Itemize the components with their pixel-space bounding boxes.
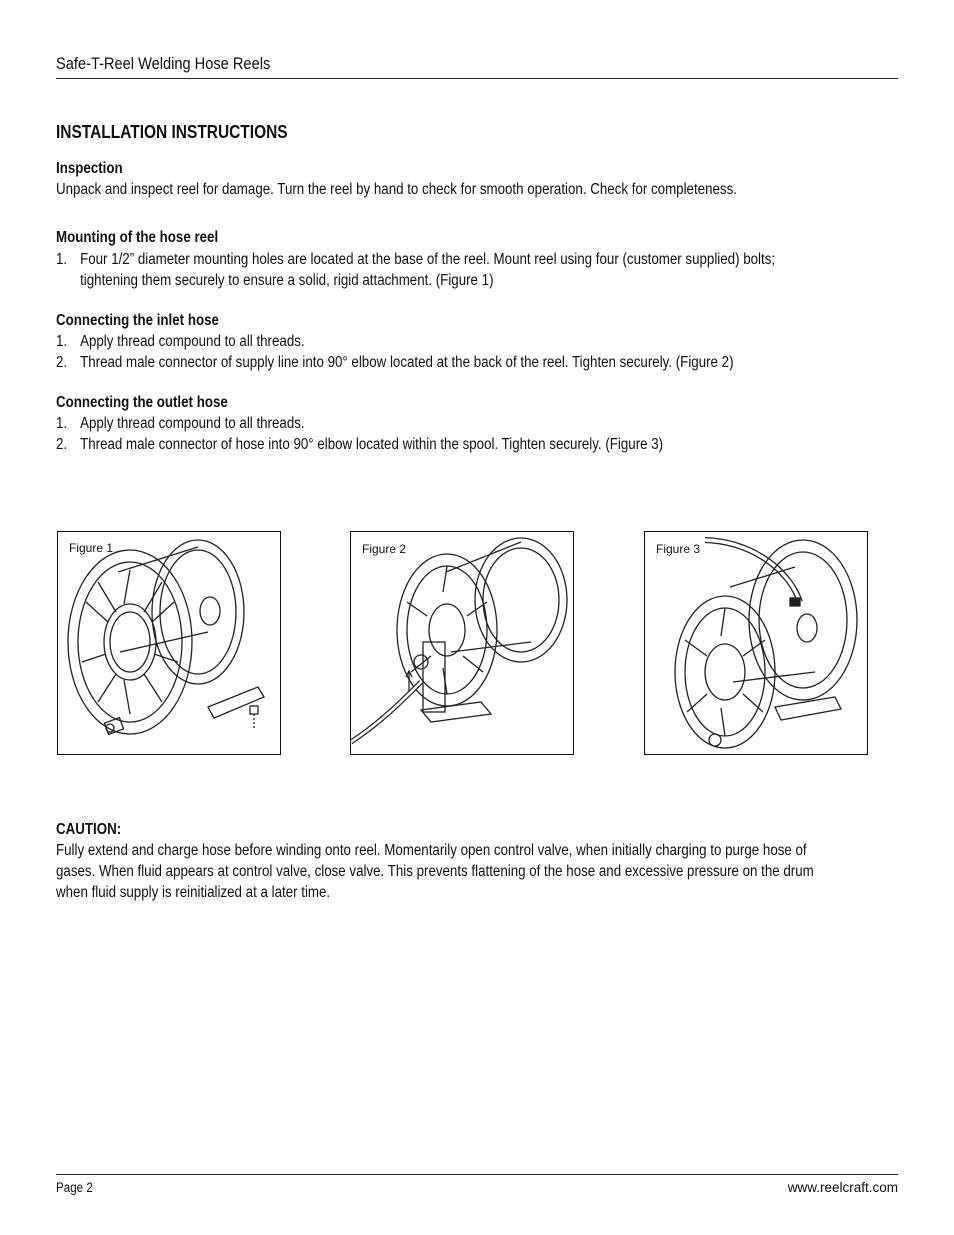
inlet-heading: Connecting the inlet hose (56, 312, 219, 329)
hose-reel-illustration (645, 532, 869, 756)
list-text: Apply thread compound to all threads. (80, 333, 305, 350)
inlet-item-2 (56, 352, 734, 373)
list-text-continued: tightening them securely to ensure a solid, rigid attachment. (Figure 1) (80, 272, 494, 289)
list-text: Thread male connector of hose into 90° elbow located within the spool. Tighten securely. (Figure 3) (80, 436, 664, 453)
caution-line-1: Fully extend and charge hose before winding onto reel. Momentarily open control valve, when initially charging to purge hose of (56, 842, 807, 859)
caution-line-2: gases. When fluid appears at control valve, close valve. This prevents flattening of the hose and excessive pressure on the drum (56, 863, 814, 880)
figure-1 (57, 531, 281, 755)
outlet-heading: Connecting the outlet hose (56, 394, 228, 411)
caution-heading: CAUTION: (56, 821, 122, 838)
mounting-heading: Mounting of the hose reel (56, 229, 219, 246)
list-number: 2. (56, 436, 68, 453)
inspection-text: Unpack and inspect reel for damage. Turn the reel by hand to check for smooth operation. Check for completeness. (56, 181, 737, 198)
figure-3 (644, 531, 868, 755)
list-text: Apply thread compound to all threads. (80, 415, 305, 432)
outlet-item-2 (56, 434, 663, 455)
caution-line-3: when fluid supply is reinitialized at a later time. (56, 884, 331, 901)
header-title: Safe-T-Reel Welding Hose Reels (56, 54, 271, 73)
list-text: Thread male connector of supply line into 90° elbow located at the back of the reel. Tighten securely. (Figure 2) (80, 354, 734, 371)
figure-caption: Figure 2 (362, 542, 407, 556)
footer-rule (56, 1174, 898, 1175)
header-rule (56, 78, 898, 79)
list-text: Four 1/2” diameter mounting holes are located at the base of the reel. Mount reel using four (customer supplied) bolts; (80, 251, 776, 268)
page-number: Page 2 (56, 1180, 93, 1195)
list-number: 1. (56, 251, 68, 268)
hose-reel-illustration (351, 532, 575, 756)
hose-reel-illustration (58, 532, 282, 756)
figure-caption: Figure 1 (69, 541, 114, 555)
inspection-heading: Inspection (56, 160, 123, 177)
inlet-item-1 (56, 331, 305, 352)
section-title: INSTALLATION INSTRUCTIONS (56, 122, 288, 142)
list-number: 1. (56, 415, 68, 432)
list-number: 1. (56, 333, 68, 350)
footer-link[interactable]: www.reelcraft.com (787, 1180, 898, 1195)
outlet-item-1 (56, 413, 305, 434)
mounting-item (56, 249, 776, 289)
figure-caption: Figure 3 (656, 542, 701, 556)
figure-2 (350, 531, 574, 755)
list-number: 2. (56, 354, 68, 371)
